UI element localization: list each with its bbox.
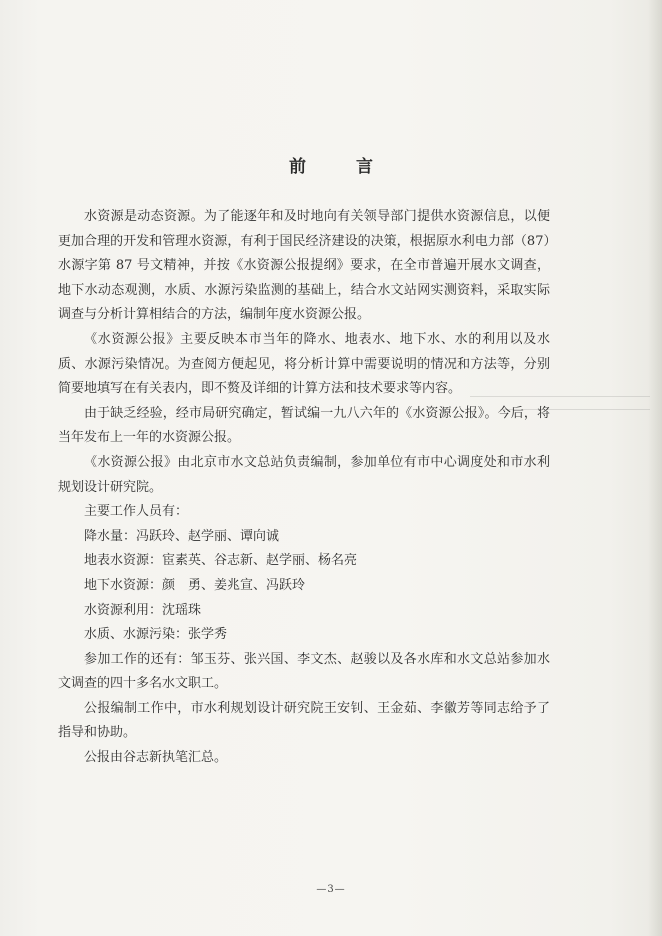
staff-water-use: 水资源利用：沈瑶珠 — [84, 602, 202, 618]
document-body — [58, 205, 550, 771]
paragraph-participants: 参加工作的还有：邹玉芬、张兴国、李文杰、赵骏以及各水库和水文总站参加水文调查的四十多名水文职工。 — [58, 651, 550, 692]
staff-groundwater: 地下水资源：颜 勇、姜兆宣、冯跃玲 — [84, 577, 306, 593]
paragraph-editors: 《水资源公报》由北京市水文总站负责编制，参加单位有市中心调度处和市水利规划设计研究院。 — [58, 454, 550, 495]
paragraph-author: 公报由谷志新执笔汇总。 — [84, 750, 228, 766]
page-title: 前 言 — [289, 157, 395, 177]
staff-surface-water: 地表水资源：宦素英、谷志新、赵学丽、杨名亮 — [84, 553, 358, 569]
paragraph-intro: 水资源是动态资源。为了能逐年和及时地向有关领导部门提供水资源信息，以便更加合理的开发和管理水资源，有利于国民经济建设的决策，根据原水利电力部（87）水源字第 87 号文精神，并按《水资源公报提纲》要求，在全市普遍开展水文调查，地下水动态观测，水质、水源污染监测的基础上，结合水文站网实测资料，采取实际调查与分析计算相结合的方法，编制年度水资源公报。 — [58, 209, 550, 323]
paragraph-guidance: 公报编制工作中，市水利规划设计研究院王安钊、王金茹、李徽芳等同志给予了指导和协助。 — [58, 700, 550, 741]
staff-water-quality: 水质、水源污染：张学秀 — [84, 627, 228, 643]
staff-precipitation: 降水量：冯跃玲、赵学丽、谭向诚 — [84, 528, 280, 544]
paragraph-experience: 由于缺乏经验，经市局研究确定，暂试编一九八六年的《水资源公报》。今后，将当年发布上一年的水资源公报。 — [58, 405, 550, 446]
paragraph-staff-heading: 主要工作人员有： — [84, 504, 189, 520]
paragraph-content-scope: 《水资源公报》主要反映本市当年的降水、地表水、地下水、水的利用以及水质、水源污染情况。为查阅方便起见，将分析计算中需要说明的情况和方法等，分别简要地填写在有关表内，即不赘及详细的计算方法和技术要求等内容。 — [58, 331, 550, 397]
page-right-edge-shadow — [648, 0, 662, 936]
page-number: —3— — [316, 884, 346, 895]
